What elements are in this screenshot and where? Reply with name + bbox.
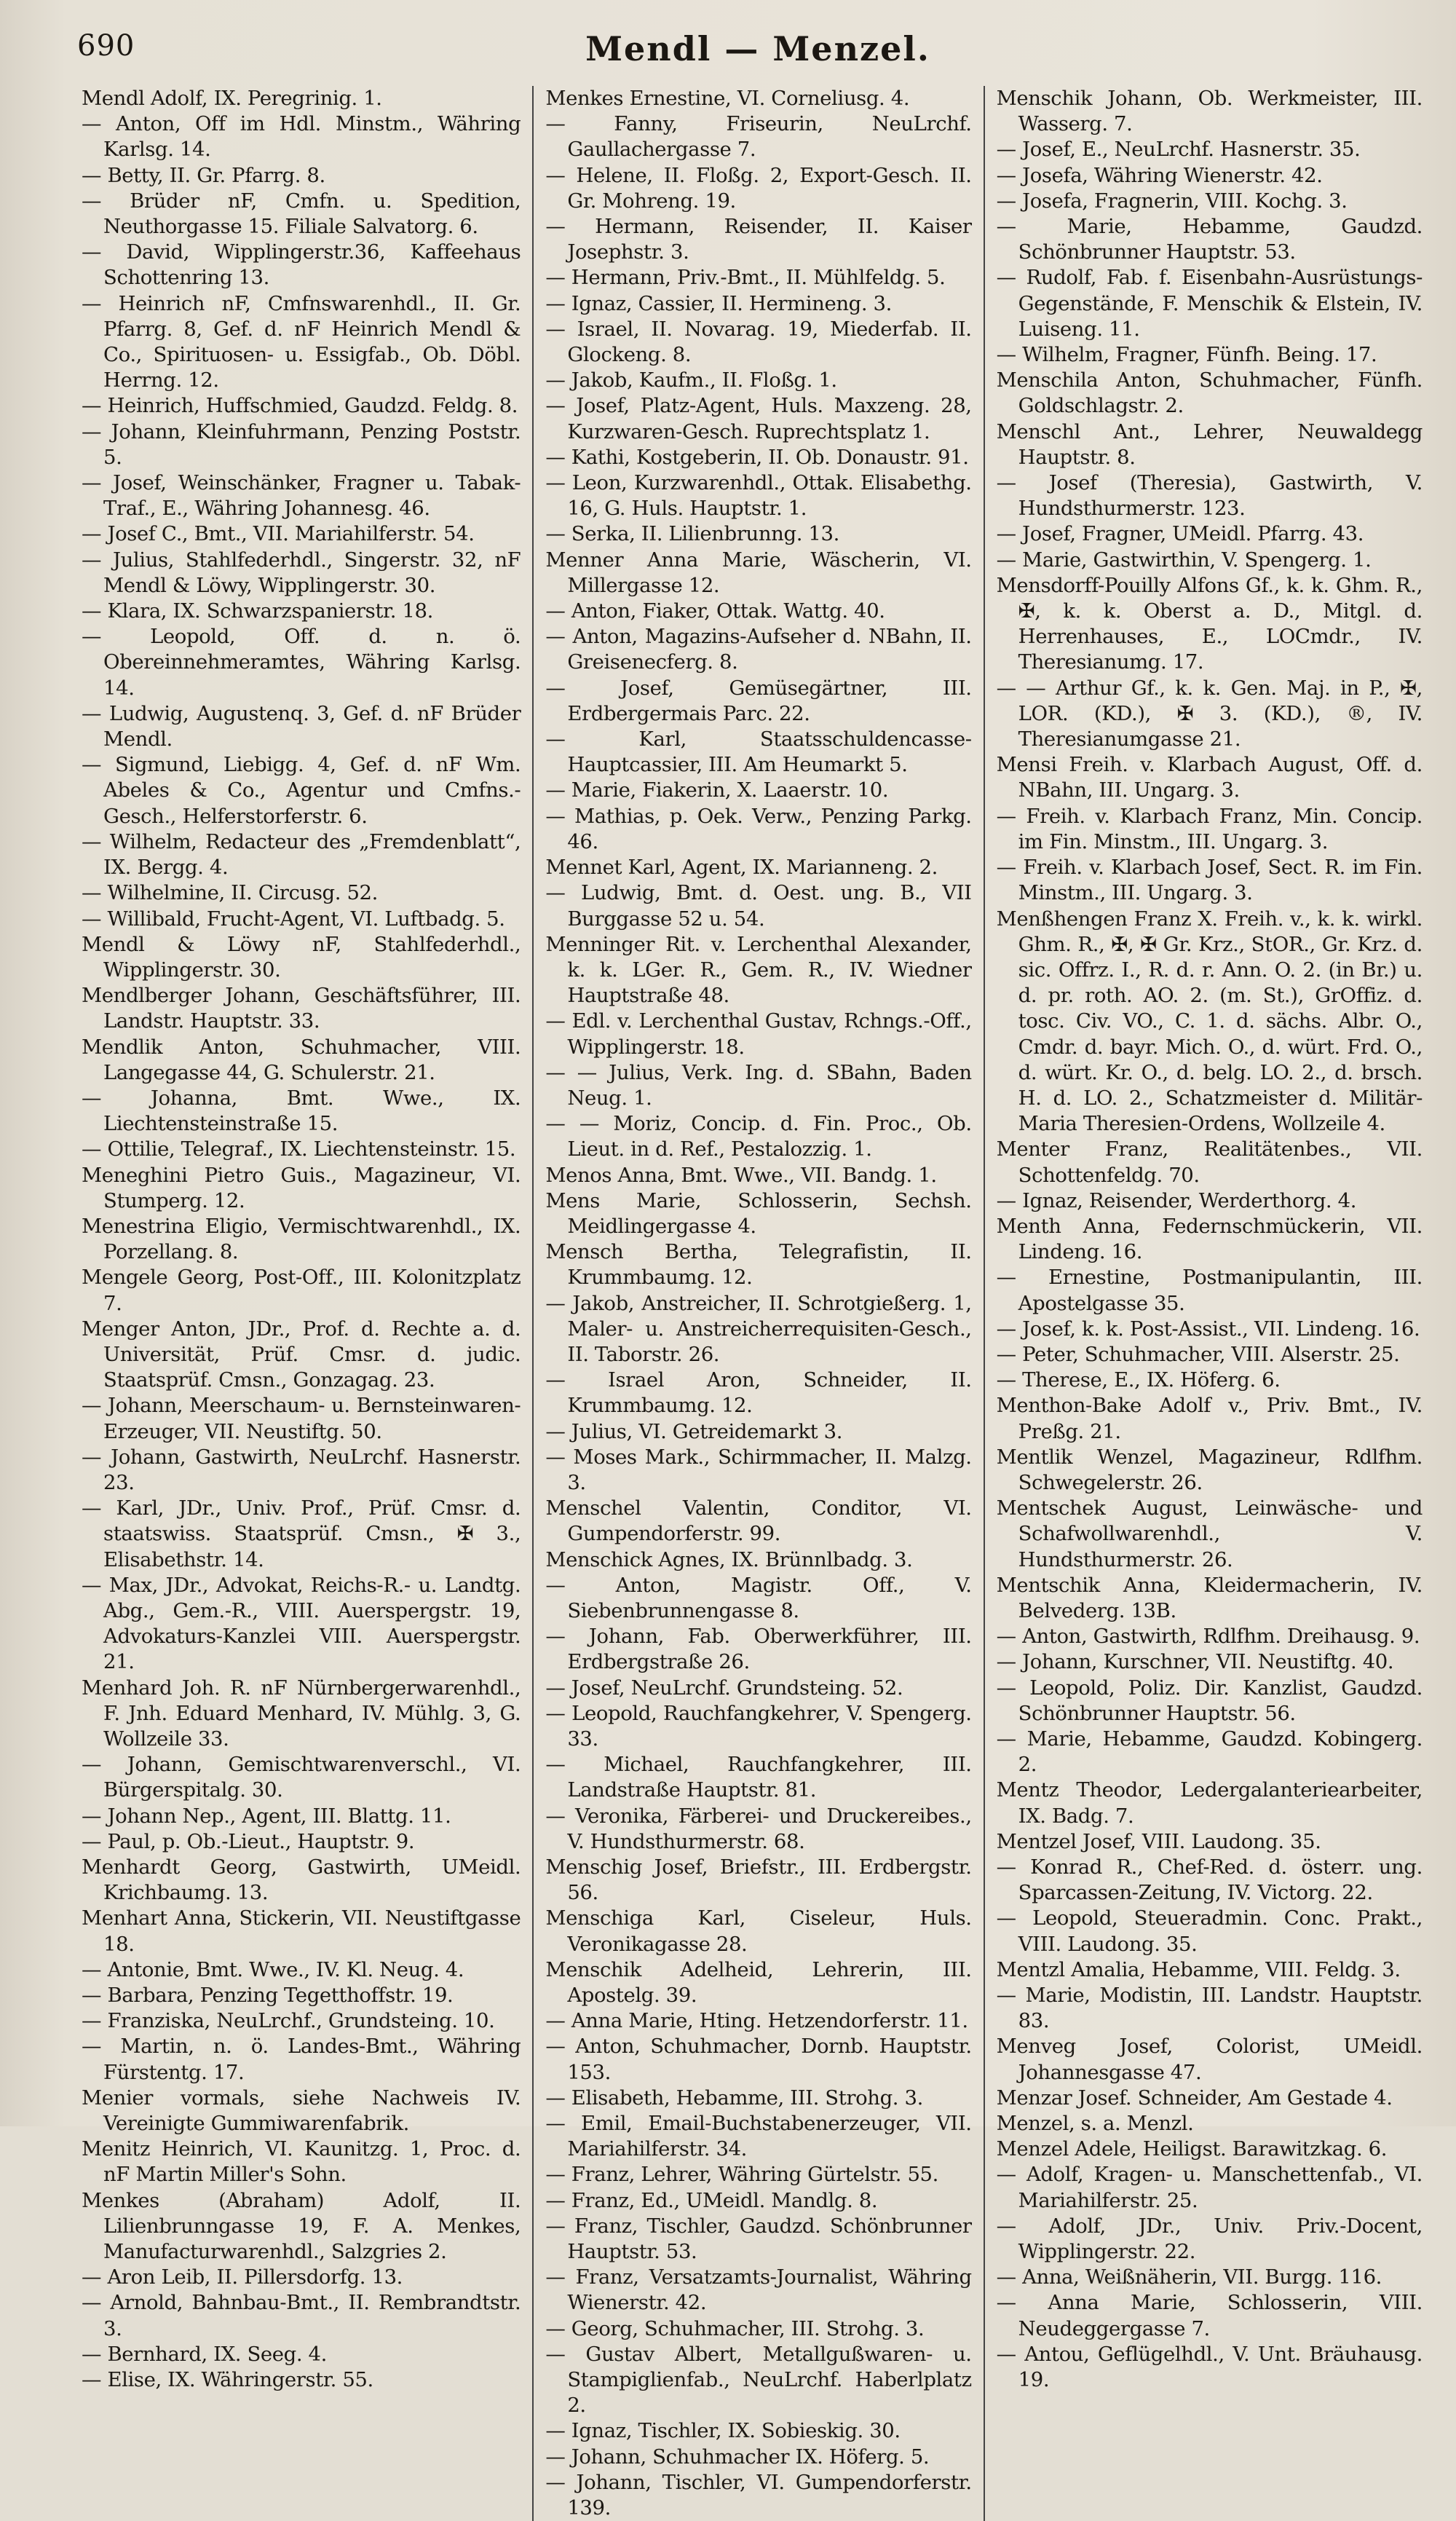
directory-entry: — Marie, Modistin, III. Landstr. Hauptstr. 83. — [996, 1984, 1423, 2033]
directory-entry: — Johann, Fab. Oberwerkführer, III. Erdbergstraße 26. — [545, 1625, 972, 1674]
directory-entry: Mennet Karl, Agent, IX. Marianneng. 2. — [545, 856, 938, 880]
directory-entry: — Josefa, Währing Wienerstr. 42. — [996, 163, 1323, 187]
directory-entry: — Marie, Fiakerin, X. Laaerstr. 10. — [545, 778, 889, 802]
directory-entry: Menhard Joh. R. nF Nürnbergerwarenhdl., F. Jnh. Eduard Menhard, IV. Mühlg. 3, G. Wollzeile 33. — [82, 1676, 521, 1751]
directory-entry: — Josef, NeuLrchf. Grundsteing. 52. — [545, 1676, 903, 1700]
column-left — [82, 86, 532, 2521]
directory-entry: — — Julius, Verk. Ing. d. SBahn, Baden Neug. 1. — [545, 1060, 972, 1110]
directory-entry: — Therese, E., IX. Höferg. 6. — [996, 1368, 1281, 1392]
directory-entry: Menos Anna, Bmt. Wwe., VII. Bandg. 1. — [545, 1163, 937, 1187]
directory-entry: Menschik Adelheid, Lehrerin, III. Apostelg. 39. — [545, 1957, 972, 2008]
directory-entry: — Klara, IX. Schwarzspanierstr. 18. — [82, 599, 433, 623]
directory-entry: Menschila Anton, Schuhmacher, Fünfh. Goldschlagstr. 2. — [996, 368, 1423, 418]
directory-entry: — Martin, n. ö. Landes-Bmt., Währing Fürstentg. 17. — [82, 2035, 521, 2084]
directory-entry: Mengele Georg, Post-Off., III. Kolonitzplatz 7. — [82, 1266, 521, 1315]
directory-entry: Menschick Agnes, IX. Brünnlbadg. 3. — [545, 1547, 913, 1571]
directory-entry: Menschiga Karl, Ciseleur, Huls. Veronikagasse 28. — [545, 1906, 972, 1956]
directory-entry: — Johann, Kurschner, VII. Neustiftg. 40. — [996, 1650, 1394, 1674]
directory-entry: Menhardt Georg, Gastwirth, UMeidl. Krichbaumg. 13. — [82, 1855, 521, 1905]
directory-entry: Menninger Rit. v. Lerchenthal Alexander, k. k. LGer. R., Gem. R., IV. Wiedner Hauptstraße 48. — [545, 932, 972, 1008]
directory-entry: Mens Marie, Schlosserin, Sechsh. Meidlingergasse 4. — [545, 1188, 972, 1238]
directory-entry: Menitz Heinrich, VI. Kaunitzg. 1, Proc. d. nF Martin Miller's Sohn. — [82, 2137, 521, 2187]
directory-entry: — Anton, Off im Hdl. Minstm., Währing Karlsg. 14. — [82, 112, 521, 162]
directory-entry: — Josef, E., NeuLrchf. Hasnerstr. 35. — [996, 138, 1361, 162]
directory-entry: — Leon, Kurzwarenhdl., Ottak. Elisabethg. 16, G. Huls. Hauptstr. 1. — [545, 471, 972, 521]
directory-entry: — Josef, Fragner, UMeidl. Pfarrg. 43. — [996, 522, 1364, 546]
directory-entry: Menter Franz, Realitätenbes., VII. Schottenfeldg. 70. — [996, 1137, 1423, 1187]
directory-entry: Menßhengen Franz X. Freih. v., k. k. wirkl. Ghm. R., ✠, ✠ Gr. Krz., StOR., Gr. Krz. d. sic. Offrz. I., R. d. r. Ann. O. 2. (in Br.) u. d. pr. roth. AO. 2. (m. St.), GrOffiz. d. tosc. Civ. VO., C. 1. d. sächs. Albr. O., Cmdr. d. bayr. Mich. O., d. würt. Frd. O., d. würt. Kr. O., d. belg. LO. 2., d. brsch. H. d. LO. 2., Schatzmeister d. Militär-Maria Theresien-Ordens, Wollzeile 4. — [996, 907, 1423, 1136]
page-number: 690 — [77, 29, 135, 63]
directory-entry: — Ludwig, Bmt. d. Oest. ung. B., VII Burggasse 52 u. 54. — [545, 881, 972, 931]
column-middle — [532, 86, 983, 2521]
directory-entry: — Ernestine, Postmanipulantin, III. Apostelgasse 35. — [996, 1266, 1423, 1315]
directory-entry: — Anna Marie, Hting. Hetzendorferstr. 11. — [545, 2009, 968, 2033]
directory-entry: Mentlik Wenzel, Magazineur, Rdlfhm. Schwegelerstr. 26. — [996, 1445, 1423, 1494]
directory-entry: — Marie, Gastwirthin, V. Spengerg. 1. — [996, 548, 1372, 572]
directory-entry: — David, Wipplingerstr.36, Kaffeehaus Schottenring 13. — [82, 240, 521, 290]
directory-entry: — Ignaz, Reisender, Werderthorg. 4. — [996, 1188, 1357, 1212]
directory-entry: — Josef (Theresia), Gastwirth, V. Hundsthurmerstr. 123. — [996, 471, 1423, 521]
directory-entry: Menner Anna Marie, Wäscherin, VI. Millergasse 12. — [545, 548, 972, 597]
directory-entry: — Anton, Gastwirth, Rdlfhm. Dreihausg. 9. — [996, 1625, 1420, 1649]
directory-entry: Mendl & Löwy nF, Stahlfederhdl., Wipplingerstr. 30. — [82, 932, 521, 982]
directory-entry: — Aron Leib, II. Pillersdorfg. 13. — [82, 2265, 403, 2289]
directory-entry: — Ignaz, Cassier, II. Hermineng. 3. — [545, 291, 892, 315]
directory-entry: — Moses Mark., Schirmmacher, II. Malzg. 3. — [545, 1445, 972, 1494]
directory-entry: Mendlberger Johann, Geschäftsführer, III. Landstr. Hauptstr. 33. — [82, 984, 521, 1033]
directory-entry: — Freih. v. Klarbach Josef, Sect. R. im Fin. Minstm., III. Ungarg. 3. — [996, 856, 1423, 905]
directory-entry: — Josef, k. k. Post-Assist., VII. Lindeng. 16. — [996, 1317, 1420, 1341]
directory-entry: — Johann, Kleinfuhrmann, Penzing Poststr. 5. — [82, 419, 521, 469]
directory-entry: Mendlik Anton, Schuhmacher, VIII. Langegasse 44, G. Schulerstr. 21. — [82, 1035, 521, 1084]
directory-entry: — Franz, Ed., UMeidl. Mandlg. 8. — [545, 2188, 878, 2212]
directory-entry: — Marie, Hebamme, Gaudzd. Schönbrunner Hauptstr. 53. — [996, 215, 1423, 264]
directory-entry: — Leopold, Rauchfangkehrer, V. Spengerg. 33. — [545, 1701, 972, 1751]
directory-entry: — Israel Aron, Schneider, II. Krummbaumg. 12. — [545, 1368, 972, 1418]
directory-entry: — Johann, Gastwirth, NeuLrchf. Hasnerstr. 23. — [82, 1445, 521, 1494]
directory-entry: — Konrad R., Chef-Red. d. österr. ung. Sparcassen-Zeitung, IV. Victorg. 22. — [996, 1855, 1423, 1905]
column-right — [984, 86, 1434, 2521]
directory-entry: — Julius, VI. Getreidemarkt 3. — [545, 1419, 843, 1443]
directory-entry: — Ludwig, Augustenq. 3, Gef. d. nF Brüder Mendl. — [82, 701, 521, 751]
directory-entry: — Elise, IX. Währingerstr. 55. — [82, 2368, 373, 2392]
directory-entry: — Michael, Rauchfangkehrer, III. Landstraße Hauptstr. 81. — [545, 1753, 972, 1802]
directory-entry: Mentz Theodor, Ledergalanteriearbeiter, IX. Badg. 7. — [996, 1778, 1423, 1828]
directory-entry: — Peter, Schuhmacher, VIII. Alserstr. 25. — [996, 1342, 1400, 1366]
directory-entry: Mentschek August, Leinwäsche- und Schafwollwarenhdl., V. Hundsthurmerstr. 26. — [996, 1496, 1423, 1571]
directory-entry: — Bernhard, IX. Seeg. 4. — [82, 2342, 327, 2366]
directory-entry: — Helene, II. Floßg. 2, Export-Gesch. II. Gr. Mohreng. 19. — [545, 163, 972, 213]
directory-entry: — Heinrich, Huffschmied, Gaudzd. Feldg. 8. — [82, 394, 518, 418]
directory-entry: Mensi Freih. v. Klarbach August, Off. d. NBahn, III. Ungarg. 3. — [996, 753, 1423, 802]
directory-entry: — Anton, Magistr. Off., V. Siebenbrunnengasse 8. — [545, 1573, 972, 1622]
directory-entry: — Adolf, JDr., Univ. Priv.-Docent, Wipplingerstr. 22. — [996, 2214, 1423, 2264]
directory-entry: — Kathi, Kostgeberin, II. Ob. Donaustr. 91. — [545, 445, 969, 469]
directory-entry: — Freih. v. Klarbach Franz, Min. Concip. im Fin. Minstm., III. Ungarg. 3. — [996, 804, 1423, 853]
directory-entry: — Johann, Tischler, VI. Gumpendorferstr. 139. — [545, 2470, 972, 2520]
directory-entry: Menkes Ernestine, VI. Corneliusg. 4. — [545, 87, 910, 110]
directory-entry: — Hermann, Reisender, II. Kaiser Josephstr. 3. — [545, 215, 972, 264]
directory-entry: — Johann, Schuhmacher IX. Höferg. 5. — [545, 2445, 930, 2469]
directory-entry: — Leopold, Off. d. n. ö. Obereinnehmeramtes, Währing Karlsg. 14. — [82, 625, 521, 700]
directory-entry: — Anna, Weißnäherin, VII. Burgg. 116. — [996, 2265, 1382, 2289]
directory-entry: Menier vormals, siehe Nachweis IV. Vereinigte Gummiwarenfabrik. — [82, 2086, 521, 2136]
directory-entry: — Leopold, Steueradmin. Conc. Prakt., VIII. Laudong. 35. — [996, 1906, 1423, 1956]
directory-entry: — Franz, Lehrer, Währing Gürtelstr. 55. — [545, 2163, 938, 2187]
directory-entry: — Anton, Fiaker, Ottak. Wattg. 40. — [545, 599, 885, 623]
directory-entry: — Anton, Magazins-Aufseher d. NBahn, II. Greisenecferg. 8. — [545, 625, 972, 674]
directory-entry: — Edl. v. Lerchenthal Gustav, Rchngs.-Off., Wipplingerstr. 18. — [545, 1009, 972, 1059]
directory-entry: — Sigmund, Liebigg. 4, Gef. d. nF Wm. Abeles & Co., Agentur und Cmfns.-Gesch., Helferstorferstr. 6. — [82, 753, 521, 828]
directory-entry: — Karl, JDr., Univ. Prof., Prüf. Cmsr. d. staatswiss. Staatsprüf. Cmsn., ✠ 3., Elisabethstr. 14. — [82, 1496, 521, 1571]
directory-entry: Menschig Josef, Briefstr., III. Erdbergstr. 56. — [545, 1855, 972, 1905]
directory-entry: Menestrina Eligio, Vermischtwarenhdl., IX. Porzellang. 8. — [82, 1214, 521, 1264]
directory-entry: — Josef, Weinschänker, Fragner u. Tabak-Traf., E., Währing Johannesg. 46. — [82, 471, 521, 521]
directory-entry: Menzel Adele, Heiligst. Barawitzkag. 6. — [996, 2137, 1388, 2161]
directory-entry: — Johann Nep., Agent, III. Blattg. 11. — [82, 1804, 451, 1828]
directory-entry: — — Moriz, Concip. d. Fin. Proc., Ob. Lieut. in d. Ref., Pestalozzig. 1. — [545, 1112, 972, 1161]
directory-entry: — Emil, Email-Buchstabenerzeuger, VII. Mariahilferstr. 34. — [545, 2112, 972, 2161]
directory-entry: — Israel, II. Novarag. 19, Miederfab. II. Glockeng. 8. — [545, 317, 972, 367]
directory-entry: — Brüder nF, Cmfn. u. Spedition, Neuthorgasse 15. Filiale Salvatorg. 6. — [82, 189, 521, 239]
directory-entry: Menschel Valentin, Conditor, VI. Gumpendorferstr. 99. — [545, 1496, 972, 1546]
directory-entry: — Franziska, NeuLrchf., Grundsteing. 10. — [82, 2009, 495, 2033]
directory-entry: Menthon-Bake Adolf v., Priv. Bmt., IV. Preßg. 21. — [996, 1394, 1423, 1443]
directory-entry: — Marie, Hebamme, Gaudzd. Kobingerg. 2. — [996, 1727, 1423, 1777]
directory-entry: — Leopold, Poliz. Dir. Kanzlist, Gaudzd. Schönbrunner Hauptstr. 56. — [996, 1676, 1423, 1725]
directory-entry: — Fanny, Friseurin, NeuLrchf. Gaullachergasse 7. — [545, 112, 972, 162]
directory-entry: — Wilhelm, Fragner, Fünfh. Being. 17. — [996, 343, 1377, 367]
directory-entry: — Gustav Albert, Metallgußwaren- u. Stampiglienfab., NeuLrchf. Haberlplatz 2. — [545, 2342, 972, 2418]
directory-entry: — Mathias, p. Oek. Verw., Penzing Parkg. 46. — [545, 804, 972, 853]
directory-entry: — Antou, Geflügelhdl., V. Unt. Bräuhausg. 19. — [996, 2342, 1423, 2392]
directory-entry: — Johann, Meerschaum- u. Bernsteinwaren-Erzeuger, VII. Neustiftg. 50. — [82, 1394, 521, 1443]
directory-entry: — Hermann, Priv.-Bmt., II. Mühlfeldg. 5. — [545, 266, 946, 290]
directory-entry: — Georg, Schuhmacher, III. Strohg. 3. — [545, 2316, 925, 2340]
directory-entry: Mentschik Anna, Kleidermacherin, IV. Belvederg. 13B. — [996, 1573, 1423, 1622]
directory-entry: — Adolf, Kragen- u. Manschettenfab., VI. Mariahilferstr. 25. — [996, 2163, 1423, 2212]
directory-entry: — Ottilie, Telegraf., IX. Liechtensteinstr. 15. — [82, 1137, 516, 1161]
directory-entry: — — Arthur Gf., k. k. Gen. Maj. in P., ✠, LOR. (KD.), ✠ 3. (KD.), ®, IV. Theresianumgasse 21. — [996, 676, 1423, 751]
directory-entry: — Julius, Stahlfederhdl., Singerstr. 32, nF Mendl & Löwy, Wipplingerstr. 30. — [82, 548, 521, 597]
directory-entry: — Veronika, Färberei- und Druckereibes., V. Hundsthurmerstr. 68. — [545, 1804, 972, 1853]
directory-entry: — Anton, Schuhmacher, Dornb. Hauptstr. 153. — [545, 2035, 972, 2084]
directory-entry: — Josef C., Bmt., VII. Mariahilferstr. 54. — [82, 522, 475, 546]
directory-entry: — Josefa, Fragnerin, VIII. Kochg. 3. — [996, 189, 1348, 213]
directory-entry: Menth Anna, Federnschmückerin, VII. Lindeng. 16. — [996, 1214, 1423, 1264]
directory-entry: Mensdorff-Pouilly Alfons Gf., k. k. Ghm. R., ✠, k. k. Oberst a. D., Mitgl. d. Herrenhauses, E., LOCmdr., IV. Theresianumg. 17. — [996, 573, 1423, 674]
directory-entry: — Johann, Gemischtwarenverschl., VI. Bürgerspitalg. 30. — [82, 1753, 521, 1802]
directory-entry: — Franz, Versatzamts-Journalist, Währing Wienerstr. 42. — [545, 2265, 972, 2315]
directory-entry: — Anna Marie, Schlosserin, VIII. Neudeggergasse 7. — [996, 2291, 1423, 2340]
directory-entry: Mensch Bertha, Telegrafistin, II. Krummbaumg. 12. — [545, 1240, 972, 1290]
directory-columns — [82, 86, 1434, 2520]
directory-entry: — Paul, p. Ob.-Lieut., Hauptstr. 9. — [82, 1829, 415, 1853]
directory-entry: Menveg Josef, Colorist, UMeidl. Johannesgasse 47. — [996, 2035, 1423, 2084]
directory-entry: Mendl Adolf, IX. Peregrinig. 1. — [82, 87, 382, 110]
directory-entry: — Wilhelm, Redacteur des „Fremdenblatt“, IX. Bergg. 4. — [82, 829, 521, 880]
directory-entry: Menkes (Abraham) Adolf, II. Lilienbrunngasse 19, F. A. Menkes, Manufacturwarenhdl., Salzgries 2. — [82, 2188, 521, 2264]
directory-entry: Menzar Josef. Schneider, Am Gestade 4. — [996, 2086, 1393, 2110]
directory-entry: Meneghini Pietro Guis., Magazineur, VI. Stumperg. 12. — [82, 1163, 521, 1212]
directory-entry: Mentzl Amalia, Hebamme, VIII. Feldg. 3. — [996, 1957, 1401, 1981]
directory-entry: — Willibald, Frucht-Agent, VI. Luftbadg. 5. — [82, 907, 505, 931]
directory-entry: — Rudolf, Fab. f. Eisenbahn-Ausrüstungs-Gegenstände, F. Menschik & Elstein, IV. Luiseng. 11. — [996, 266, 1423, 341]
directory-entry: — Antonie, Bmt. Wwe., IV. Kl. Neug. 4. — [82, 1957, 464, 1981]
directory-entry: — Johanna, Bmt. Wwe., IX. Liechtensteinstraße 15. — [82, 1086, 521, 1136]
directory-entry: Menger Anton, JDr., Prof. d. Rechte a. d. Universität, Prüf. Cmsr. d. judic. Staatsprüf. Cmsn., Gonzagag. 23. — [82, 1317, 521, 1392]
directory-entry: — Heinrich nF, Cmfnswarenhdl., II. Gr. Pfarrg. 8, Gef. d. nF Heinrich Mendl & Co., Spirituosen- u. Essigfab., Ob. Döbl. Herrng. 12. — [82, 291, 521, 392]
directory-entry: Menschl Ant., Lehrer, Neuwaldegg Hauptstr. 8. — [996, 419, 1423, 469]
directory-entry: — Jakob, Anstreicher, II. Schrotgießerg. 1, Maler- u. Anstreicherrequisiten-Gesch., II. Taborstr. 26. — [545, 1291, 972, 1366]
directory-entry: — Josef, Platz-Agent, Huls. Maxzeng. 28, Kurzwaren-Gesch. Ruprechtsplatz 1. — [545, 394, 972, 443]
directory-entry: — Elisabeth, Hebamme, III. Strohg. 3. — [545, 2086, 923, 2110]
page-header — [77, 29, 1434, 76]
directory-entry: — Betty, II. Gr. Pfarrg. 8. — [82, 163, 325, 187]
directory-entry: — Barbara, Penzing Tegetthoffstr. 19. — [82, 1984, 454, 2008]
directory-entry: — Max, JDr., Advokat, Reichs-R.- u. Landtg. Abg., Gem.-R., VIII. Auerspergstr. 19, Advokaturs-Kanzlei VIII. Auerspergstr. 21. — [82, 1573, 521, 1674]
directory-entry: Menschik Johann, Ob. Werkmeister, III. Wasserg. 7. — [996, 87, 1423, 136]
directory-entry: — Jakob, Kaufm., II. Floßg. 1. — [545, 368, 837, 392]
directory-entry: — Serka, II. Lilienbrunng. 13. — [545, 522, 839, 546]
directory-entry: — Ignaz, Tischler, IX. Sobieskig. 30. — [545, 2419, 901, 2443]
directory-entry: Mentzel Josef, VIII. Laudong. 35. — [996, 1829, 1321, 1853]
directory-entry: Menhart Anna, Stickerin, VII. Neustiftgasse 18. — [82, 1906, 521, 1956]
directory-entry: — Franz, Tischler, Gaudzd. Schönbrunner Hauptstr. 53. — [545, 2214, 972, 2264]
page-title: Mendl — Menzel. — [585, 29, 930, 68]
directory-entry: — Wilhelmine, II. Circusg. 52. — [82, 881, 378, 905]
directory-entry: — Arnold, Bahnbau-Bmt., II. Rembrandtstr. 3. — [82, 2291, 521, 2340]
directory-entry: — Josef, Gemüsegärtner, III. Erdbergermais Parc. 22. — [545, 676, 972, 725]
directory-entry: Menzel, s. a. Menzl. — [996, 2112, 1194, 2136]
directory-entry: — Karl, Staatsschuldencasse-Hauptcassier, III. Am Heumarkt 5. — [545, 727, 972, 777]
